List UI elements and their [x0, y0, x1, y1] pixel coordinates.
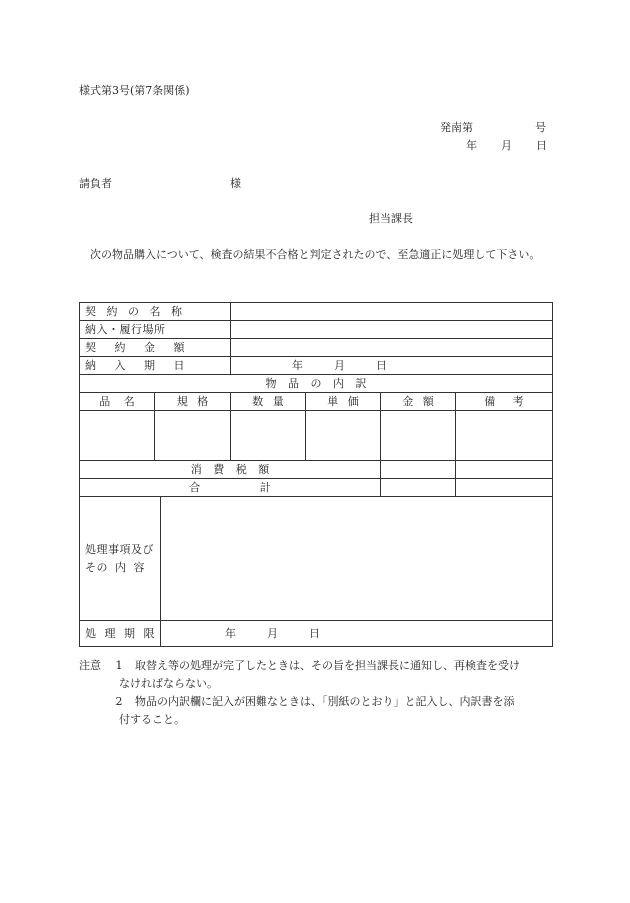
- deadline-day: 日: [309, 627, 320, 640]
- processing-deadline-field[interactable]: [161, 621, 553, 647]
- total-amount[interactable]: [381, 479, 456, 497]
- breakdown-header-row: [80, 393, 553, 411]
- delivery-month: 月: [334, 359, 346, 372]
- breakdown-data-row: [80, 411, 553, 461]
- sender-title: 担当課長: [369, 212, 413, 225]
- addressee-label: 請負者: [79, 177, 112, 190]
- delivery-year: 年: [292, 359, 304, 372]
- procurement-form-table: [79, 302, 553, 647]
- notes-section: [79, 657, 559, 729]
- processing-matters-field[interactable]: [161, 497, 553, 621]
- delivery-period-label: 納 入 期 日: [80, 357, 231, 375]
- breakdown-title-row: [80, 375, 553, 393]
- item-name-cell[interactable]: [80, 411, 155, 461]
- spec-cell[interactable]: [155, 411, 231, 461]
- contract-name-field[interactable]: [231, 303, 553, 321]
- note-item-1: [79, 657, 559, 675]
- note-text-line2: なければならない。: [119, 677, 218, 690]
- contract-name-label: 契 約 の 名 称: [80, 303, 231, 321]
- processing-deadline-row: [80, 621, 553, 647]
- delivery-place-label: 納入・履行場所: [80, 321, 231, 339]
- amount-cell[interactable]: [381, 411, 456, 461]
- delivery-place-field[interactable]: [231, 321, 553, 339]
- processing-deadline-label: 処 理 期 限: [80, 621, 161, 647]
- deadline-month: 月: [267, 627, 278, 640]
- note-text-line2: 付すること。: [119, 713, 185, 726]
- processing-matters-row: [80, 497, 553, 621]
- contract-amount-row: [80, 339, 553, 357]
- col-unit-price: 単 価: [306, 393, 381, 411]
- addressee-honorific: 様: [230, 177, 241, 190]
- issue-date-day: 日: [536, 139, 547, 152]
- col-spec: 規 格: [155, 393, 231, 411]
- delivery-place-row: [80, 321, 553, 339]
- note-item-2: [79, 693, 559, 711]
- consumption-tax-row: [80, 461, 553, 479]
- deadline-year: 年: [225, 627, 236, 640]
- consumption-tax-remarks[interactable]: [456, 461, 553, 479]
- note-text-line1: 取替え等の処理が完了したときは、その旨を担当課長に通知し、再検査を受け: [135, 659, 520, 672]
- total-row: [80, 479, 553, 497]
- issue-number-prefix: 発南第: [440, 121, 473, 134]
- col-item-name: 品 名: [80, 393, 155, 411]
- form-number: 様式第3号(第7条関係): [79, 84, 190, 97]
- delivery-period-field[interactable]: [231, 357, 553, 375]
- note-number: 2: [115, 695, 123, 708]
- consumption-tax-label: 消 費 税 額: [80, 461, 381, 479]
- total-label: 合 計: [80, 479, 381, 497]
- quantity-cell[interactable]: [231, 411, 306, 461]
- contract-amount-label: 契 約 金 額: [80, 339, 231, 357]
- breakdown-title: 物 品 の 内 訳: [80, 375, 553, 393]
- note-number: 1: [115, 659, 123, 672]
- issue-number-suffix: 号: [535, 121, 546, 134]
- issue-date-year: 年: [466, 139, 477, 152]
- contract-name-row: [80, 303, 553, 321]
- note-text-line1: 物品の内訳欄に記入が困難なときは、「別紙のとおり」と記入し、内訳書を添: [135, 695, 515, 708]
- consumption-tax-amount[interactable]: [381, 461, 456, 479]
- delivery-day: 日: [376, 359, 388, 372]
- delivery-period-row: [80, 357, 553, 375]
- unit-price-cell[interactable]: [306, 411, 381, 461]
- col-remarks: 備 考: [456, 393, 553, 411]
- col-quantity: 数 量: [231, 393, 306, 411]
- notes-label: 注意: [79, 659, 101, 672]
- col-amount: 金 額: [381, 393, 456, 411]
- body-text: 次の物品購入について、検査の結果不合格と判定されたので、至急適正に処理して下さい。: [90, 248, 541, 261]
- total-remarks[interactable]: [456, 479, 553, 497]
- remarks-cell[interactable]: [456, 411, 553, 461]
- issue-date-month: 月: [501, 139, 512, 152]
- processing-matters-label: 処理事項及び その 内 容: [80, 497, 161, 621]
- contract-amount-field[interactable]: [231, 339, 553, 357]
